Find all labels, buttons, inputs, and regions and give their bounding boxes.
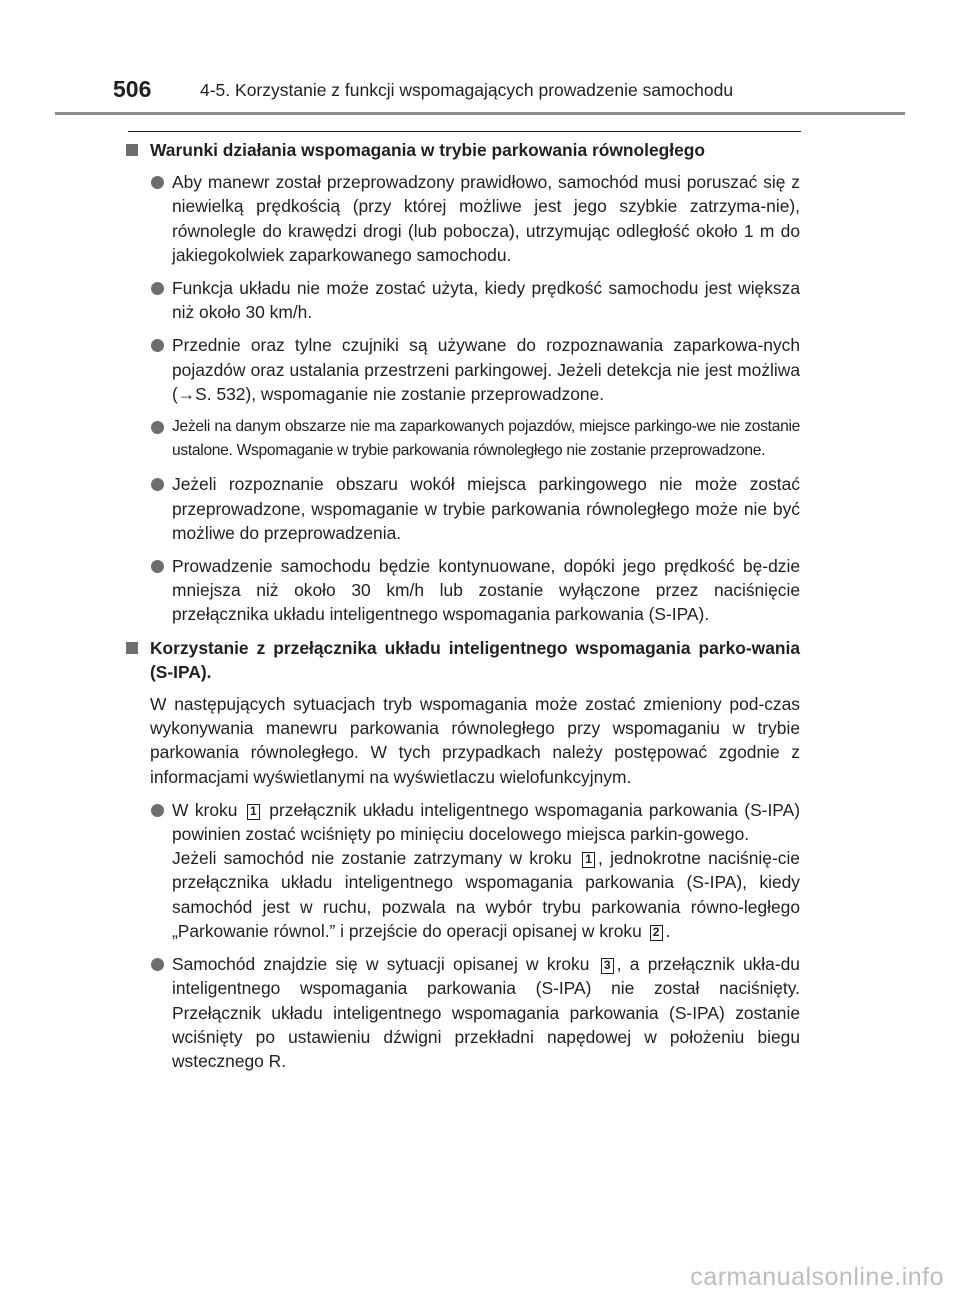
- page-content: [124, 138, 800, 1082]
- list-item-text: [172, 846, 800, 943]
- text-span: .: [665, 920, 671, 941]
- square-bullet-icon: [126, 144, 138, 156]
- step-number-badge: 3: [601, 958, 614, 974]
- list-item: [124, 952, 800, 1073]
- list-item: [124, 333, 800, 406]
- square-bullet-icon: [126, 642, 138, 654]
- section-rule: [128, 131, 801, 132]
- list-item: [124, 554, 800, 627]
- list-item-text: [172, 798, 800, 846]
- list-item-text: Jeżeli rozpoznanie obszaru wokół miejsca parkingowego nie może zostać przeprowadzone, wspomaganie w trybie parkowania równoległego może nie być możliwe do przeprowadzenia.: [172, 474, 800, 543]
- watermark: carmanualsonline.info: [690, 1263, 944, 1291]
- circle-bullet-icon: [151, 958, 164, 971]
- list-item: [124, 472, 800, 545]
- text-span: przełącznik układu inteligentnego wspomagania parkowania (S-IPA) powinien zostać wciśnięty po minięciu docelowego miejsca parkin-gowego.: [172, 799, 800, 845]
- list-item: [124, 170, 800, 267]
- list-item: [124, 276, 800, 324]
- header-rule: [55, 112, 905, 115]
- list-item-text: Jeżeli na danym obszarze nie ma zaparkowanych pojazdów, miejsce parkingo-we nie zostanie ustalone. Wspomaganie w trybie parkowania równoległego nie zostanie przeprowadzone.: [172, 418, 800, 460]
- circle-bullet-icon: [151, 560, 164, 573]
- circle-bullet-icon: [151, 421, 164, 434]
- list-item: [124, 798, 800, 943]
- page-header: [55, 76, 905, 116]
- section-heading: [124, 636, 800, 684]
- circle-bullet-icon: [151, 176, 164, 189]
- circle-bullet-icon: [151, 282, 164, 295]
- step-number-badge: 2: [650, 925, 663, 941]
- chapter-title: 4-5. Korzystanie z funkcji wspomagających prowadzenie samochodu: [200, 80, 734, 100]
- list-item-text: Prowadzenie samochodu będzie kontynuowane, dopóki jego prędkość bę-dzie mniejsza niż około 30 km/h lub zostanie wyłączone przez naciśnięcie przełącznika układu inteligentnego wspomagania parkowania (S-IPA).: [172, 556, 800, 625]
- section-heading: [124, 138, 800, 162]
- intro-paragraph: W następujących sytuacjach tryb wspomagania może zostać zmieniony pod-czas wykonywania manewru parkowania równoległego przy wspomaganiu w trybie parkowania równoległego. W tych przypadkach należy postępować zgodnie z informacjami wyświetlanymi na wyświetlaczu wielofunkcyjnym.: [150, 694, 800, 787]
- section-heading-text: Warunki działania wspomagania w trybie parkowania równoległego: [150, 140, 706, 160]
- list-item-text: Funkcja układu nie może zostać użyta, kiedy prędkość samochodu jest większa niż około 30 km/h.: [172, 278, 800, 323]
- step-number-badge: 1: [247, 804, 260, 820]
- text-span: W kroku: [172, 799, 238, 820]
- section-heading-text: Korzystanie z przełącznika układu inteligentnego wspomagania parko-wania (S-IPA).: [150, 637, 800, 682]
- list-item: [124, 415, 800, 463]
- page-number: 506: [113, 76, 152, 102]
- circle-bullet-icon: [151, 478, 164, 491]
- step-number-badge: 1: [582, 852, 595, 868]
- circle-bullet-icon: [151, 339, 164, 352]
- text-span: , jednokrotne naciśnię-cie przełącznika układu inteligentnego wspomagania parkowania (S-IPA), kiedy samochód jest w ruchu, pozwala na wybór trybu parkowania równo-ległego „Parkowanie równol.” i przejście do operacji opisanej w kroku: [172, 848, 800, 941]
- text-span: Jeżeli samochód nie zostanie zatrzymany w kroku: [172, 848, 572, 869]
- text-span: , a przełącznik ukła-du inteligentnego wspomagania parkowania (S-IPA) nie został naciśnięty. Przełącznik układu inteligentnego wspomagania parkowania (S-IPA) zostanie wciśnięty po ustawieniu dźwigni przekładni napędowej w położeniu biegu wstecznego R.: [172, 954, 800, 1071]
- circle-bullet-icon: [151, 804, 164, 817]
- list-item-text: Aby manewr został przeprowadzony prawidłowo, samochód musi poruszać się z niewielką prędkością (przy której możliwe jest jego szybkie zatrzyma-nie), równolegle do krawędzi drogi (lub pobocza), utrzymując odległość około 1 m do jakiegokolwiek zaparkowanego samochodu.: [172, 172, 800, 265]
- text-span: Samochód znajdzie się w sytuacji opisanej w kroku: [172, 954, 590, 975]
- list-item-text: [172, 952, 800, 1073]
- list-item-text: Przednie oraz tylne czujniki są używane do rozpoznawania zaparkowa-nych pojazdów oraz ustalania przestrzeni parkingowej. Jeżeli detekcja nie jest możliwa (→S. 532), wspomaganie nie zostanie przeprowadzone.: [172, 335, 800, 404]
